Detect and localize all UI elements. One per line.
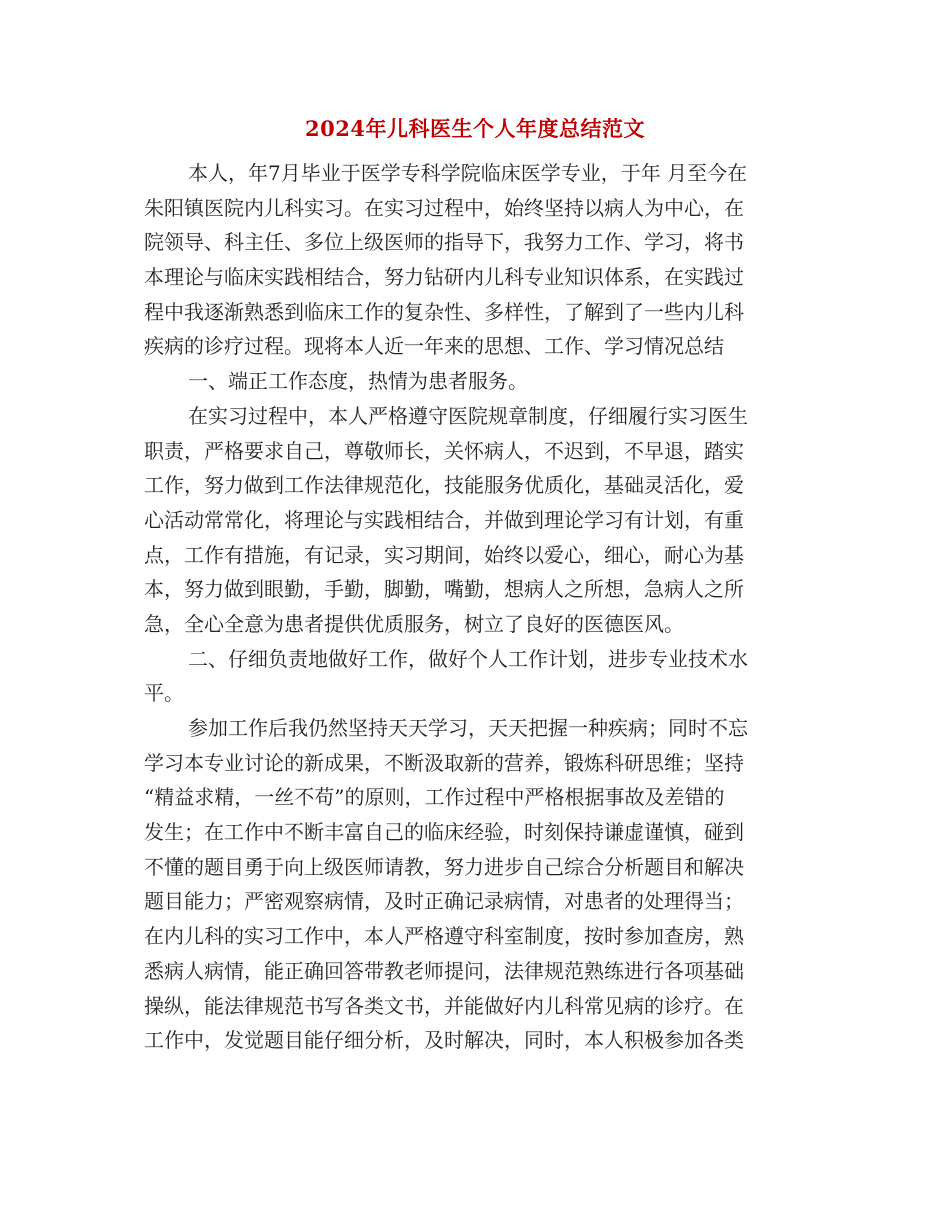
- text-line: 本人，年7月毕业于医学专科学院临床医学专业，于年 月至今在: [188, 161, 748, 185]
- text-line: 工作中，发觉题目能仔细分析，及时解决，同时，本人积极参加各类: [144, 1028, 744, 1053]
- text-line: 点，工作有措施，有记录，实习期间，始终以爱心，细心，耐心为基: [144, 542, 744, 567]
- text-line: 题目能力；严密观察病情，及时正确记录病情，对患者的处理得当；: [144, 889, 744, 914]
- text-line: 发生；在工作中不断丰富自己的临床经验，时刻保持谦虚谨慎，碰到: [144, 820, 744, 845]
- document-title: 2024年儿科医生个人年度总结范文: [305, 116, 645, 141]
- text-line: 疾病的诊疗过程。现将本人近一年来的思想、工作、学习情况总结: [144, 334, 724, 359]
- text-line: 在实习过程中，本人严格遵守医院规章制度，仔细履行实习医生: [188, 403, 748, 428]
- text-line: 操纵，能法律规范书写各类文书，并能做好内儿科常见病的诊疗。在: [144, 993, 744, 1018]
- text-line: 悉病人病情，能正确回答带教老师提问，法律规范熟练进行各项基础: [144, 958, 744, 983]
- text-line: 急，全心全意为患者提供优质服务，树立了良好的医德医风。: [144, 611, 684, 636]
- text-line: 参加工作后我仍然坚持天天学习，天天把握一种疾病；同时不忘: [188, 716, 748, 740]
- text-line: 职责，严格要求自己，尊敬师长，关怀病人，不迟到，不早退，踏实: [144, 438, 744, 463]
- text-line: 平。: [144, 681, 184, 706]
- text-line: 学习本专业讨论的新成果，不断汲取新的营养，锻炼科研思维；坚持: [144, 750, 744, 775]
- text-line: 心活动常常化，将理论与实践相结合，并做到理论学习有计划，有重: [144, 507, 744, 532]
- text-line: 不懂的题目勇于向上级医师请教，努力进步自己综合分析题目和解决: [144, 854, 744, 879]
- text-line: 本，努力做到眼勤，手勤，脚勤，嘴勤，想病人之所想，急病人之所: [144, 577, 744, 602]
- text-line: 在内儿科的实习工作中，本人严格遵守科室制度，按时参加查房，熟: [144, 924, 744, 949]
- text-line: 工作，努力做到工作法律规范化，技能服务优质化，基础灵活化，爱: [144, 473, 744, 498]
- text-line: 本理论与临床实践相结合，努力钻研内儿科专业知识体系，在实践过: [144, 265, 744, 290]
- text-line: 一、端正工作态度，热情为患者服务。: [188, 369, 528, 394]
- text-line: 院领导、科主任、多位上级医师的指导下，我努力工作、学习，将书: [144, 230, 744, 255]
- text-line: 二、仔细负责地做好工作，做好个人工作计划，进步专业技术水: [188, 646, 748, 671]
- document-body: [144, 156, 806, 1058]
- text-line: “精益求精，一丝不苟”的原则，工作过程中严格根据事故及差错的: [144, 785, 725, 810]
- text-line: 程中我逐渐熟悉到临床工作的复杂性、多样性，了解到了一些内儿科: [144, 299, 744, 324]
- text-line: 朱阳镇医院内儿科实习。在实习过程中，始终坚持以病人为中心，在: [144, 195, 744, 220]
